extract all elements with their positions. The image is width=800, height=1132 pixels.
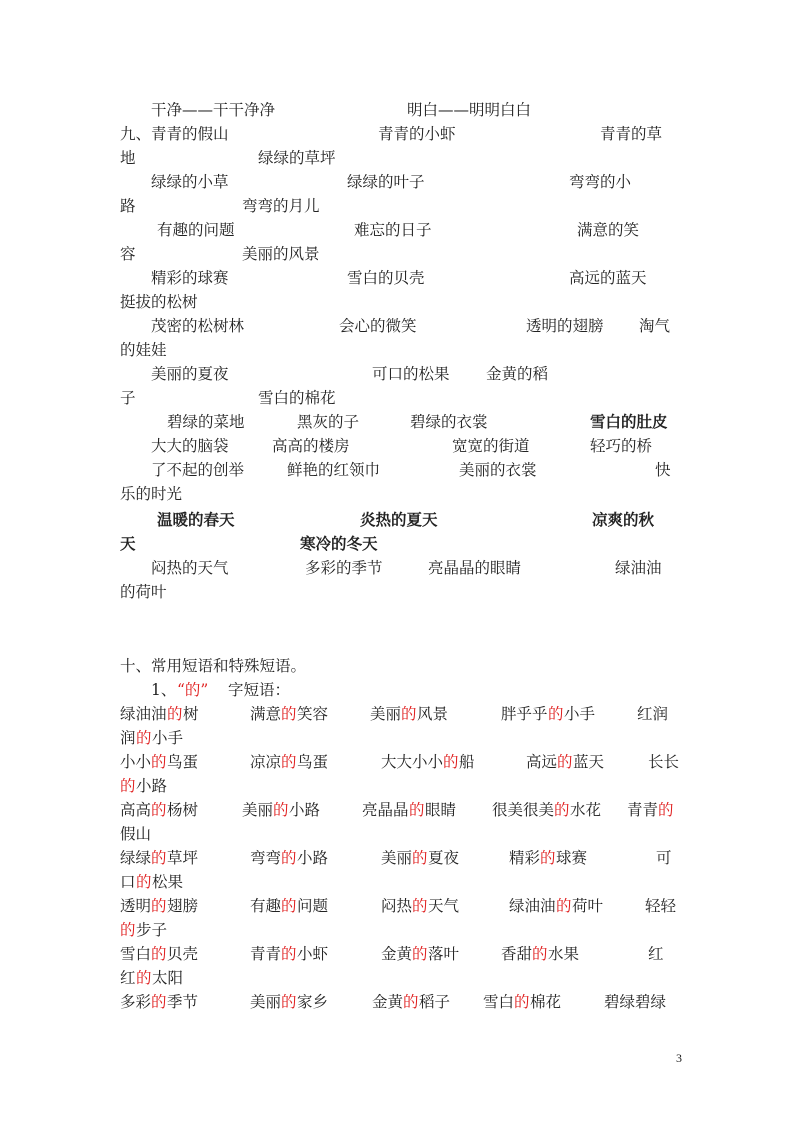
text-segment: 金黄的稻 bbox=[486, 365, 549, 383]
text-segment: 容 bbox=[120, 245, 136, 263]
highlight-de-char: 的 bbox=[532, 945, 548, 963]
text-segment: 美丽 bbox=[250, 993, 282, 1011]
highlight-de-char: 的 bbox=[151, 849, 167, 867]
highlight-de-char: 的 bbox=[151, 945, 167, 963]
text-segment: 碧绿的菜地 bbox=[167, 413, 245, 431]
highlight-de-char: 的 bbox=[120, 921, 136, 939]
highlight-de-char: 的 bbox=[281, 945, 297, 963]
text-segment: 雪白的贝壳 bbox=[347, 269, 425, 287]
text-segment: 小虾 bbox=[297, 945, 329, 963]
text-segment: 透明的翅膀 bbox=[526, 317, 604, 335]
highlight-de-char: 的 bbox=[412, 849, 428, 867]
highlight-de-char: 的 bbox=[120, 777, 136, 795]
text-segment: 的荷叶 bbox=[120, 583, 167, 601]
highlight-de-char: “的” bbox=[177, 681, 209, 699]
highlight-de-char: 的 bbox=[281, 897, 297, 915]
text-segment: 寒冷的冬天 bbox=[300, 534, 378, 553]
text-segment: 红 bbox=[120, 969, 136, 987]
highlight-de-char: 的 bbox=[403, 993, 419, 1011]
text-segment: 润 bbox=[120, 729, 136, 747]
text-segment: 美丽 bbox=[381, 849, 413, 867]
highlight-de-char: 的 bbox=[151, 993, 167, 1011]
text-segment: 闷热 bbox=[381, 897, 413, 915]
text-segment: 1、 bbox=[151, 681, 177, 699]
highlight-de-char: 的 bbox=[401, 705, 417, 723]
text-segment: 满意的笑 bbox=[577, 221, 640, 239]
text-segment: 香甜 bbox=[501, 945, 533, 963]
text-segment: 草坪 bbox=[167, 849, 199, 867]
text-segment: 干净——干干净净 bbox=[151, 101, 276, 119]
text-segment: 美丽的衣裳 bbox=[459, 461, 537, 479]
text-segment: 青青 bbox=[627, 801, 659, 819]
text-segment: 金黄 bbox=[381, 945, 413, 963]
text-segment: 可 bbox=[656, 849, 672, 867]
text-segment: 小路 bbox=[136, 777, 168, 795]
highlight-de-char: 的 bbox=[556, 897, 572, 915]
highlight-de-char: 的 bbox=[151, 801, 167, 819]
text-segment: 轻巧的桥 bbox=[590, 437, 653, 455]
highlight-de-char: 的 bbox=[281, 993, 297, 1011]
text-segment: 绿油油 bbox=[509, 897, 556, 915]
text-segment: 茂密的松树林 bbox=[151, 317, 245, 335]
highlight-de-char: 的 bbox=[409, 801, 425, 819]
text-segment: 小路 bbox=[297, 849, 329, 867]
text-segment: 假山 bbox=[120, 825, 152, 843]
text-segment: 很美很美 bbox=[492, 801, 555, 819]
text-segment: 精彩 bbox=[509, 849, 541, 867]
text-segment: 高远的蓝天 bbox=[569, 269, 647, 287]
text-segment: 有趣 bbox=[250, 897, 282, 915]
text-segment: 眼睛 bbox=[425, 801, 457, 819]
text-segment: 夏夜 bbox=[428, 849, 460, 867]
highlight-de-char: 的 bbox=[167, 705, 183, 723]
text-segment: 绿绿的草坪 bbox=[258, 149, 336, 167]
text-segment: 家乡 bbox=[297, 993, 329, 1011]
text-segment: 弯弯 bbox=[250, 849, 282, 867]
highlight-de-char: 的 bbox=[443, 753, 459, 771]
text-segment: 蓝天 bbox=[573, 753, 605, 771]
text-segment: 碧绿碧绿 bbox=[604, 993, 667, 1011]
text-segment: 雪白的肚皮 bbox=[590, 412, 668, 431]
text-segment: 淘气 bbox=[639, 317, 671, 335]
text-segment: 的娃娃 bbox=[120, 341, 167, 359]
text-segment: 雪白的棉花 bbox=[258, 389, 336, 407]
text-segment: 轻轻 bbox=[645, 897, 677, 915]
text-segment: 口 bbox=[120, 873, 136, 891]
text-segment: 小手 bbox=[152, 729, 184, 747]
text-segment: 绿绿的小草 bbox=[151, 173, 229, 191]
text-segment: 棉花 bbox=[530, 993, 562, 1011]
text-segment: 宽宽的街道 bbox=[452, 437, 530, 455]
text-segment: 了不起的创举 bbox=[151, 461, 245, 479]
text-segment: 高远 bbox=[526, 753, 558, 771]
highlight-de-char: 的 bbox=[136, 729, 152, 747]
highlight-de-char: 的 bbox=[412, 897, 428, 915]
text-segment: 温暖的春天 bbox=[157, 510, 235, 529]
text-segment: 绿油油 bbox=[615, 559, 662, 577]
text-segment: 鲜艳的红领巾 bbox=[287, 461, 381, 479]
highlight-de-char: 的 bbox=[514, 993, 530, 1011]
text-segment: 亮晶晶的眼睛 bbox=[428, 559, 522, 577]
text-segment: 胖乎乎 bbox=[501, 705, 548, 723]
text-segment: 荷叶 bbox=[572, 897, 604, 915]
highlight-de-char: 的 bbox=[273, 801, 289, 819]
text-segment: 多彩 bbox=[120, 993, 152, 1011]
text-segment: 高高 bbox=[120, 801, 152, 819]
highlight-de-char: 的 bbox=[557, 753, 573, 771]
text-segment: 多彩的季节 bbox=[305, 559, 383, 577]
text-segment: 杨树 bbox=[167, 801, 199, 819]
text-segment: 鸟蛋 bbox=[297, 753, 329, 771]
text-segment: 字短语： bbox=[228, 681, 291, 699]
text-segment: 乐的时光 bbox=[120, 485, 183, 503]
text-segment: 美丽 bbox=[242, 801, 274, 819]
highlight-de-char: 的 bbox=[281, 705, 297, 723]
text-segment: 子 bbox=[120, 389, 136, 407]
text-segment: 碧绿的衣裳 bbox=[410, 413, 488, 431]
text-segment: 船 bbox=[459, 753, 475, 771]
text-segment: 美丽的夏夜 bbox=[151, 365, 229, 383]
text-segment: 快 bbox=[655, 461, 671, 479]
text-segment: 天 bbox=[120, 534, 136, 553]
highlight-de-char: 的 bbox=[548, 705, 564, 723]
text-segment: 绿绿 bbox=[120, 849, 152, 867]
text-segment: 红润 bbox=[637, 705, 669, 723]
text-segment: 凉凉 bbox=[250, 753, 282, 771]
highlight-de-char: 的 bbox=[136, 969, 152, 987]
highlight-de-char: 的 bbox=[281, 753, 297, 771]
text-segment: 太阳 bbox=[152, 969, 184, 987]
highlight-de-char: 的 bbox=[151, 753, 167, 771]
page-number: 3 bbox=[676, 1051, 682, 1065]
text-segment: 松果 bbox=[152, 873, 184, 891]
text-segment: 难忘的日子 bbox=[354, 221, 432, 239]
text-segment: 大大的脑袋 bbox=[151, 437, 229, 455]
highlight-de-char: 的 bbox=[554, 801, 570, 819]
text-segment: 明白——明明白白 bbox=[407, 101, 532, 119]
text-segment: 弯弯的小 bbox=[569, 173, 632, 191]
highlight-de-char: 的 bbox=[658, 801, 674, 819]
text-segment: 路 bbox=[120, 197, 136, 215]
highlight-de-char: 的 bbox=[412, 945, 428, 963]
text-segment: 球赛 bbox=[556, 849, 588, 867]
text-segment: 小路 bbox=[289, 801, 321, 819]
text-segment: 树 bbox=[183, 705, 199, 723]
text-segment: 透明 bbox=[120, 897, 152, 915]
text-segment: 高高的楼房 bbox=[272, 437, 350, 455]
text-segment: 金黄 bbox=[372, 993, 404, 1011]
text-segment: 可口的松果 bbox=[372, 365, 450, 383]
text-segment: 美丽的风景 bbox=[242, 245, 320, 263]
text-segment: 有趣的问题 bbox=[157, 221, 235, 239]
text-segment: 挺拔的松树 bbox=[120, 293, 198, 311]
text-segment: 会心的微笑 bbox=[339, 317, 417, 335]
text-segment: 笑容 bbox=[297, 705, 329, 723]
text-segment: 绿油油 bbox=[120, 705, 167, 723]
text-segment: 红 bbox=[648, 945, 664, 963]
text-segment: 九、青青的假山 bbox=[120, 125, 229, 143]
text-segment: 鸟蛋 bbox=[167, 753, 199, 771]
text-segment: 小手 bbox=[564, 705, 596, 723]
text-segment: 亮晶晶 bbox=[362, 801, 409, 819]
text-segment: 水果 bbox=[548, 945, 580, 963]
text-segment: 水花 bbox=[570, 801, 602, 819]
text-segment: 季节 bbox=[167, 993, 199, 1011]
text-segment: 满意 bbox=[250, 705, 282, 723]
text-segment: 弯弯的月儿 bbox=[242, 197, 320, 215]
text-segment: 落叶 bbox=[428, 945, 460, 963]
text-segment: 雪白 bbox=[483, 993, 515, 1011]
text-segment: 长长 bbox=[648, 753, 680, 771]
text-segment: 稻子 bbox=[419, 993, 451, 1011]
text-segment: 问题 bbox=[297, 897, 329, 915]
text-segment: 翅膀 bbox=[167, 897, 199, 915]
text-segment: 地 bbox=[120, 149, 136, 167]
text-segment: 黑灰的子 bbox=[297, 413, 360, 431]
highlight-de-char: 的 bbox=[151, 897, 167, 915]
text-segment: 大大小小 bbox=[381, 753, 444, 771]
highlight-de-char: 的 bbox=[281, 849, 297, 867]
text-segment: 十、常用短语和特殊短语。 bbox=[120, 657, 307, 675]
highlight-de-char: 的 bbox=[136, 873, 152, 891]
text-segment: 青青的草 bbox=[600, 125, 663, 143]
text-segment: 炎热的夏天 bbox=[360, 510, 438, 529]
text-segment: 凉爽的秋 bbox=[592, 510, 655, 529]
text-segment: 天气 bbox=[428, 897, 460, 915]
text-segment: 雪白 bbox=[120, 945, 152, 963]
text-segment: 美丽 bbox=[370, 705, 402, 723]
text-segment: 步子 bbox=[136, 921, 168, 939]
text-segment: 风景 bbox=[417, 705, 449, 723]
text-segment: 绿绿的叶子 bbox=[347, 173, 425, 191]
text-segment: 贝壳 bbox=[167, 945, 199, 963]
text-segment: 小小 bbox=[120, 753, 152, 771]
text-segment: 闷热的天气 bbox=[151, 559, 229, 577]
highlight-de-char: 的 bbox=[540, 849, 556, 867]
text-segment: 青青的小虾 bbox=[378, 125, 456, 143]
text-segment: 青青 bbox=[250, 945, 282, 963]
text-segment: 精彩的球赛 bbox=[151, 269, 229, 287]
